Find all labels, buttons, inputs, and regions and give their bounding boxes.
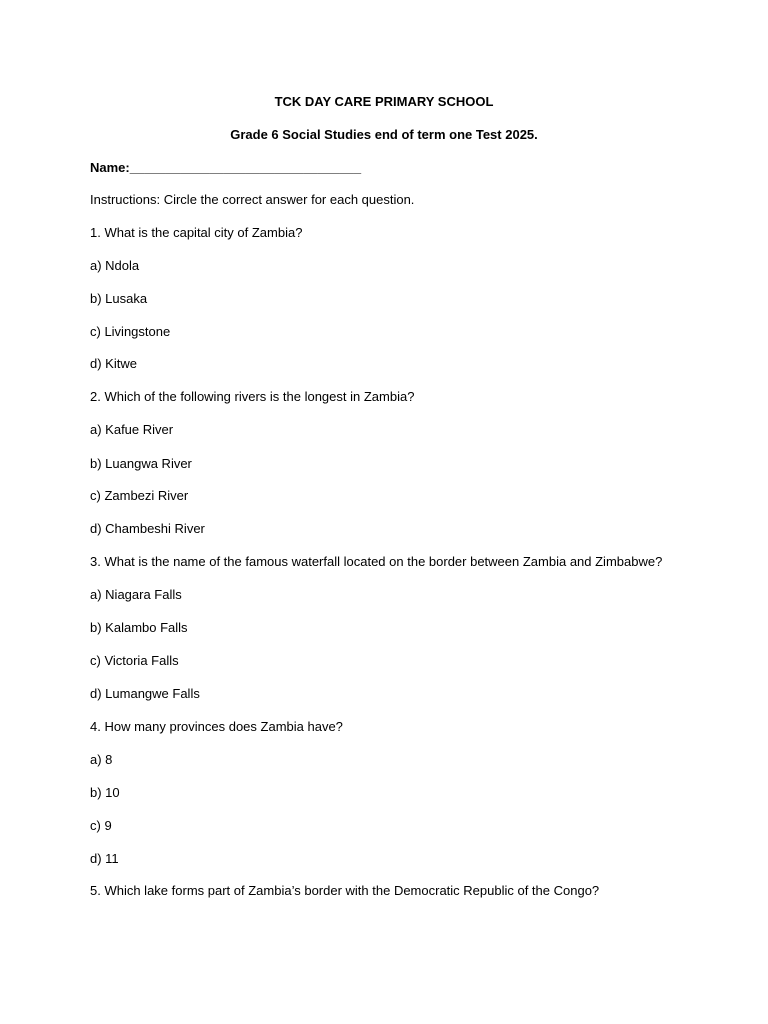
question-3: 3. What is the name of the famous waterfall located on the border between Zambia and Zimbabwe? [90, 554, 663, 569]
option-3c: c) Victoria Falls [90, 653, 179, 668]
option-4a: a) 8 [90, 752, 113, 767]
option-4d: d) 11 [90, 851, 119, 866]
option-3b: b) Kalambo Falls [90, 620, 188, 635]
question-1: 1. What is the capital city of Zambia? [90, 225, 303, 240]
option-1c: c) Livingstone [90, 324, 171, 339]
name-field-line: Name:________________________________ [90, 160, 362, 175]
school-name: TCK DAY CARE PRIMARY SCHOOL [274, 94, 494, 109]
question-2: 2. Which of the following rivers is the longest in Zambia? [90, 389, 415, 404]
test-title: Grade 6 Social Studies end of term one Test 2025. [230, 127, 538, 142]
option-2b: b) Luangwa River [90, 456, 192, 471]
option-4c: c) 9 [90, 818, 112, 833]
option-1d: d) Kitwe [90, 356, 137, 371]
option-3d: d) Lumangwe Falls [90, 686, 200, 701]
instructions: Instructions: Circle the correct answer for each question. [90, 192, 415, 207]
option-3a: a) Niagara Falls [90, 587, 182, 602]
option-2d: d) Chambeshi River [90, 521, 205, 536]
question-5: 5. Which lake forms part of Zambia’s border with the Democratic Republic of the Congo? [90, 883, 600, 898]
option-1b: b) Lusaka [90, 291, 148, 306]
option-1a: a) Ndola [90, 258, 140, 273]
option-2c: c) Zambezi River [90, 488, 189, 503]
option-4b: b) 10 [90, 785, 120, 800]
question-4: 4. How many provinces does Zambia have? [90, 719, 343, 734]
option-2a: a) Kafue River [90, 422, 174, 437]
